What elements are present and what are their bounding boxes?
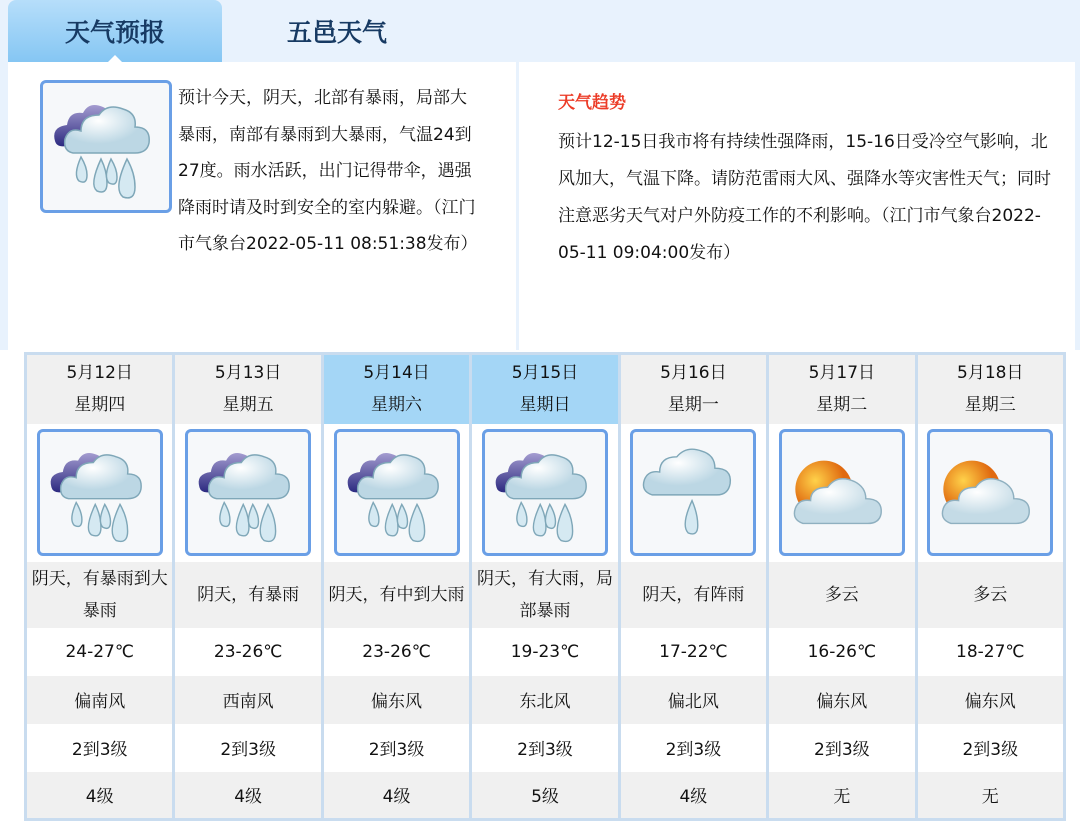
day-date: 5月18日 [957,363,1024,384]
partly-cloudy-icon [779,429,905,556]
day-wind-direction: 偏南风 [26,676,174,724]
day-icon-cell [916,424,1064,562]
day-header [471,354,619,424]
day-temperature: 19-23℃ [471,628,619,676]
day-gust-level: 5级 [471,772,619,820]
day-weekday: 星期五 [222,395,274,416]
tab-wuyi-weather[interactable]: 五邑天气 [286,18,387,47]
day-header [768,354,916,424]
day-wind-direction: 偏北风 [619,676,767,724]
day-wind-level: 2到3级 [471,724,619,772]
day-wind-level: 2到3级 [619,724,767,772]
day-wind-level: 2到3级 [768,724,916,772]
day-temperature: 23-26℃ [322,628,470,676]
day-header [26,354,174,424]
day-icon-cell [26,424,174,562]
heavy-rain-icon [37,429,163,556]
day-header [322,354,470,424]
day-wind-level: 2到3级 [322,724,470,772]
day-gust-level: 无 [768,772,916,820]
day-gust-level: 4级 [26,772,174,820]
day-temperature: 18-27℃ [916,628,1064,676]
day-description: 多云 [916,562,1064,628]
day-description: 阴天，有中到大雨 [322,562,470,628]
forecast-table-area [0,350,1080,830]
day-gust-level: 4级 [619,772,767,820]
day-weekday: 星期三 [964,395,1016,416]
day-gust-level: 4级 [322,772,470,820]
day-description: 阴天，有大雨，局部暴雨 [471,562,619,628]
day-temperature: 17-22℃ [619,628,767,676]
day-wind-level: 2到3级 [916,724,1064,772]
day-icon-cell [471,424,619,562]
heavy-rain-icon [185,429,311,556]
today-forecast-text: 预计今天，阴天，北部有暴雨，局部大暴雨，南部有暴雨到大暴雨，气温24到27度。雨水活跃，出门记得带伞，遇强降雨时请及时到安全的室内躲避。（江门市气象台2022-05-11 08:51:38发布） [178,88,478,254]
day-weekday: 星期六 [371,395,423,416]
day-temperature: 24-27℃ [26,628,174,676]
day-header [174,354,322,424]
day-weekday: 星期一 [667,395,719,416]
partly-cloudy-icon [927,429,1053,556]
weather-trend-panel [519,62,1075,352]
day-wind-level: 2到3级 [26,724,174,772]
day-wind-direction: 东北风 [471,676,619,724]
day-wind-direction: 偏东风 [916,676,1064,724]
day-date: 5月17日 [808,363,876,384]
day-temperature: 16-26℃ [768,628,916,676]
shower-icon [630,429,756,556]
day-date: 5月16日 [660,363,727,384]
seven-day-forecast-table [24,352,1066,821]
day-icon-cell [322,424,470,562]
day-icon-cell [174,424,322,562]
day-icon-cell [619,424,767,562]
day-header [916,354,1064,424]
day-wind-direction: 偏东风 [322,676,470,724]
day-temperature: 23-26℃ [174,628,322,676]
heavy-rain-icon [40,80,172,213]
day-header [619,354,767,424]
day-icon-cell [768,424,916,562]
day-wind-direction: 偏东风 [768,676,916,724]
day-description: 阴天，有暴雨到大暴雨 [26,562,174,628]
day-wind-level: 2到3级 [174,724,322,772]
weather-trend-text: 预计12-15日我市将有持续性强降雨，15-16日受冷空气影响，北风加大，气温下降。请防范雷雨大风、强降水等灾害性天气；同时注意恶劣天气对户外防疫工作的不利影响。（江门市气象台2022-05-11 09:04:00发布） [558,132,1051,263]
day-date: 5月14日 [363,363,430,384]
day-date: 5月13日 [214,363,282,384]
tab-weather-forecast[interactable]: 天气预报 [8,0,222,62]
day-weekday: 星期四 [74,395,126,416]
day-gust-level: 4级 [174,772,322,820]
weather-trend-title: 天气趋势 [558,93,626,113]
heavy-rain-icon [482,429,608,556]
tab-bar [8,0,1080,62]
day-weekday: 星期日 [519,395,571,416]
day-gust-level: 无 [916,772,1064,820]
day-description: 多云 [768,562,916,628]
heavy-rain-icon [334,429,460,556]
day-weekday: 星期二 [816,395,868,416]
today-forecast-panel [8,62,516,352]
day-wind-direction: 西南风 [174,676,322,724]
day-description: 阴天，有暴雨 [174,562,322,628]
day-date: 5月15日 [511,363,579,384]
day-description: 阴天，有阵雨 [619,562,767,628]
day-date: 5月12日 [66,363,133,384]
